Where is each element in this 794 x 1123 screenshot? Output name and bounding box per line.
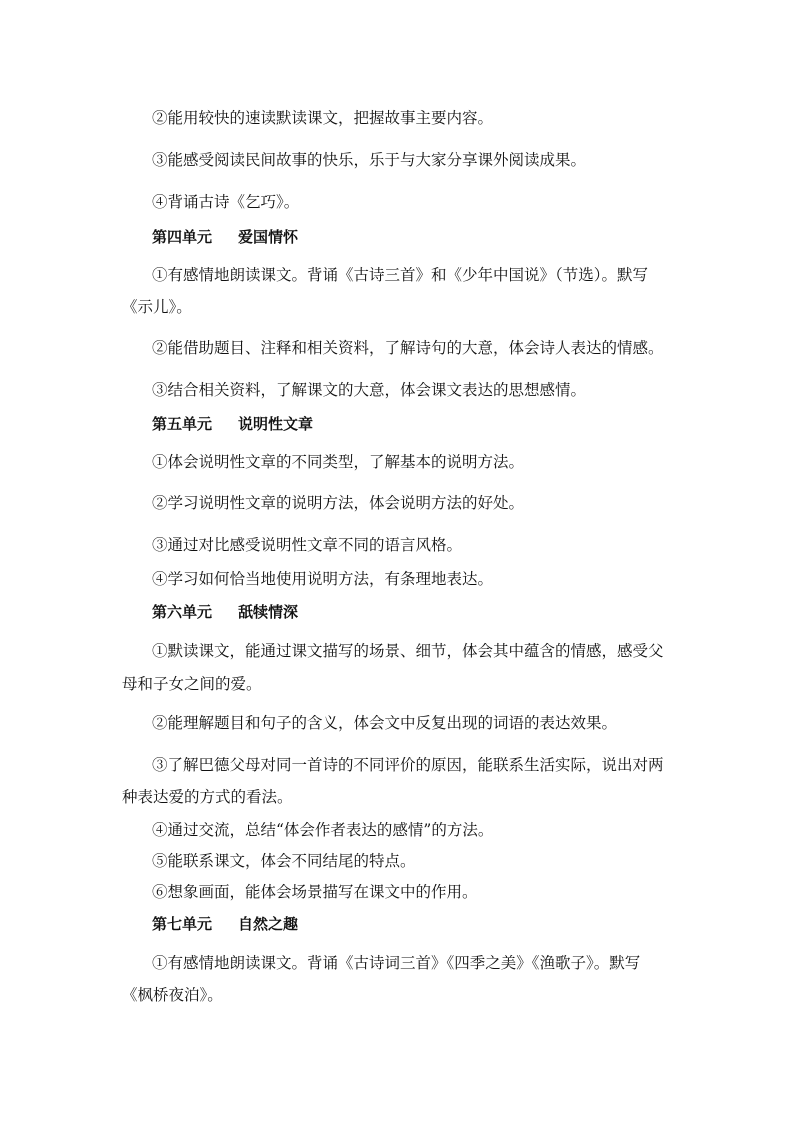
unit-theme: 说明性文章 xyxy=(238,415,314,433)
objective-line: 《示儿》。 xyxy=(122,298,192,316)
objective-line: 《枫桥夜泊》。 xyxy=(122,986,223,1004)
unit-theme: 爱国情怀 xyxy=(238,228,299,246)
objective-line: ④背诵古诗《乞巧》。 xyxy=(152,193,300,211)
unit-title: 第七单元 xyxy=(152,915,213,933)
unit-theme: 自然之趣 xyxy=(238,915,299,933)
objective-line: 母和子女之间的爱。 xyxy=(122,675,262,693)
objective-line: ②能借助题目、注释和相关资料，了解诗句的大意，体会诗人表达的情感。 xyxy=(152,339,664,357)
objective-line: ③了解巴德父母对同一首诗的不同评价的原因，能联系生活实际，说出对两 xyxy=(152,756,664,774)
unit-title: 第五单元 xyxy=(152,415,213,433)
objective-line: ④通过交流，总结“体会作者表达的感情”的方法。 xyxy=(152,821,494,839)
objective-line: ③能感受阅读民间故事的快乐，乐于与大家分享课外阅读成果。 xyxy=(152,151,587,169)
unit-theme: 舐犊情深 xyxy=(238,603,299,621)
unit-heading-5 xyxy=(152,414,313,434)
objective-line: ④学习如何恰当地使用说明方法，有条理地表达。 xyxy=(152,570,494,588)
objective-line: ①有感情地朗读课文。背诵《古诗三首》和《少年中国说》（节选）。默写 xyxy=(152,266,649,284)
objective-line: ②能理解题目和句子的含义，体会文中反复出现的词语的表达效果。 xyxy=(152,714,618,732)
objective-line: ②学习说明性文章的说明方法，体会说明方法的好处。 xyxy=(152,494,525,512)
objective-line: ③通过对比感受说明性文章不同的语言风格。 xyxy=(152,536,463,554)
objective-line: ⑤能联系课文，体会不同结尾的特点。 xyxy=(152,852,416,870)
unit-heading-7 xyxy=(152,914,298,934)
unit-heading-4 xyxy=(152,227,298,247)
objective-line: ②能用较快的速读默读课文，把握故事主要内容。 xyxy=(152,109,494,127)
unit-heading-6 xyxy=(152,602,298,622)
objective-line: ①默读课文，能通过课文描写的场景、细节，体会其中蕴含的情感，感受父 xyxy=(152,642,664,660)
objective-line: 种表达爱的方式的看法。 xyxy=(122,788,293,806)
objective-line: ①体会说明性文章的不同类型，了解基本的说明方法。 xyxy=(152,453,525,471)
unit-title: 第六单元 xyxy=(152,603,213,621)
objective-line: ③结合相关资料，了解课文的大意，体会课文表达的思想感情。 xyxy=(152,381,587,399)
unit-title: 第四单元 xyxy=(152,228,213,246)
objective-line: ①有感情地朗读课文。背诵《古诗词三首》《四季之美》《渔歌子》。默写 xyxy=(152,954,641,972)
objective-line: ⑥想象画面，能体会场景描写在课文中的作用。 xyxy=(152,883,478,901)
